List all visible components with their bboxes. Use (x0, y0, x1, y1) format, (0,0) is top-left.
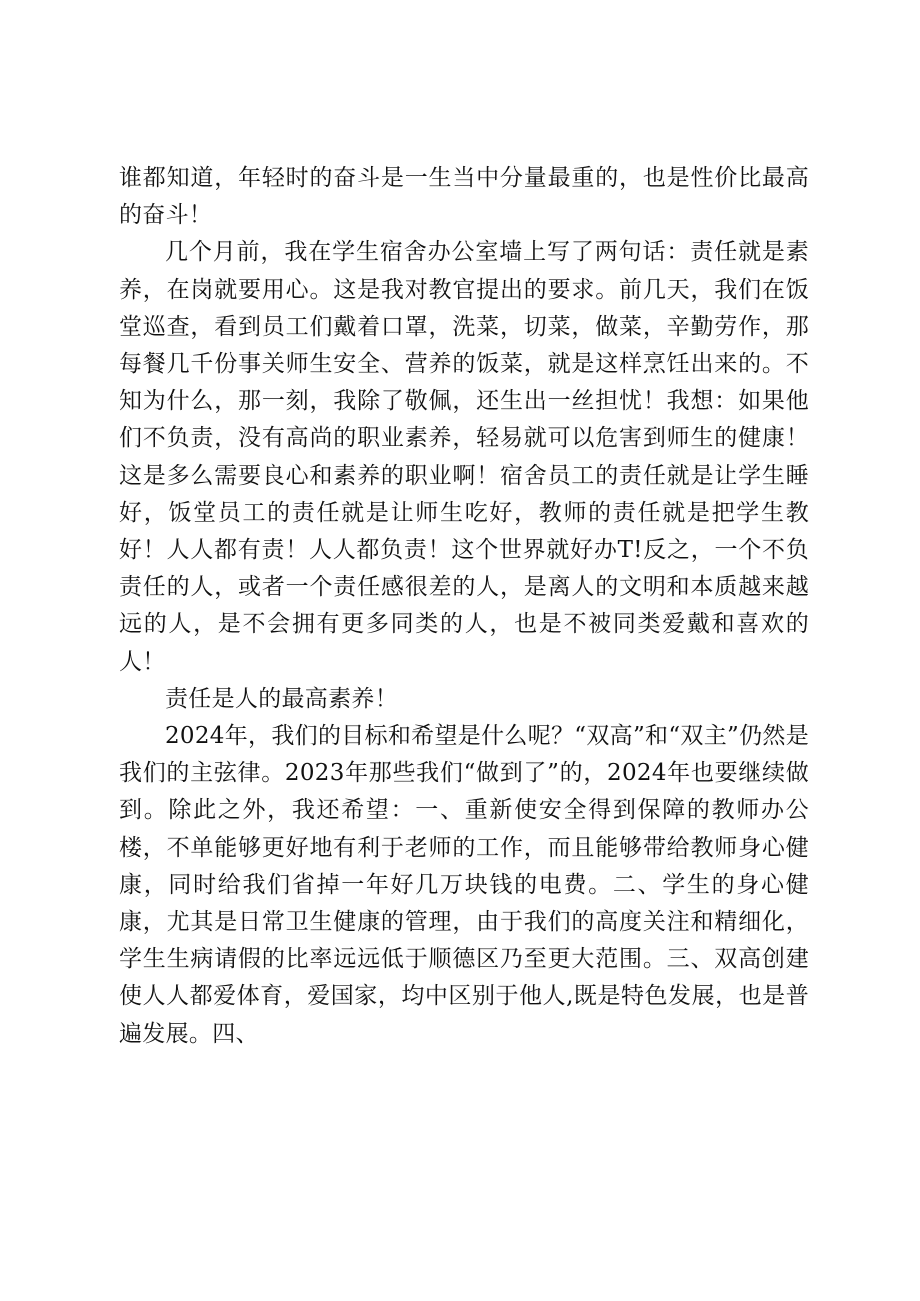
paragraph-3: 责任是人的最高素养！ (165, 685, 398, 712)
paragraph-2: 几个月前，我在学生宿舍办公室墙上写了两句话：责任就是素养，在岗就要用心。这是我对教官提出的要求。前几天，我们在饭堂巡查，看到员工们戴着口罩，洗菜，切菜，做菜，辛勤劳作，那每餐几千份事关师生安全、营养的饭菜，就是这样烹饪出来的。不知为什么，那一刻，我除了敬佩，还生出一丝担忧！我想：如果他们不负责，没有高尚的职业素养，轻易就可以危害到师生的健康！这是多么需要良心和素养的职业啊！宿舍员工的责任就是让学生睡好，饭堂员工的责任就是让师生吃好，教师的责任就是把学生教好！人人都有责！人人都负责！这个世界就好办T!反之，一个不负责任的人，或者一个责任感很差的人，是离人的文明和本质越来越远的人，是不会拥有更多同类的人，也是不被同类爱戴和喜欢的人！ (119, 239, 809, 675)
document-body (119, 160, 809, 1053)
paragraph-1: 谁都知道，年轻时的奋斗是一生当中分量最重的，也是性价比最高的奋斗！ (119, 165, 809, 229)
paragraph-4: 2024年，我们的目标和希望是什么呢？“双高”和“双主”仍然是我们的主弦律。2023年那些我们“做到了”的，2024年也要继续做到。除此之外，我还希望：一、重新使安全得到保障的教师办公楼，不单能够更好地有利于老师的工作，而且能够带给教师身心健康，同时给我们省掉一年好几万块钱的电费。二、学生的身心健康，尤其是日常卫生健康的管理，由于我们的高度关注和精细化，学生生病请假的比率远远低于顺德区乃至更大范围。三、双高创建使人人都爱体育，爱国家，均中区别于他人,既是特色发展，也是普遍发展。四、 (119, 723, 809, 1047)
